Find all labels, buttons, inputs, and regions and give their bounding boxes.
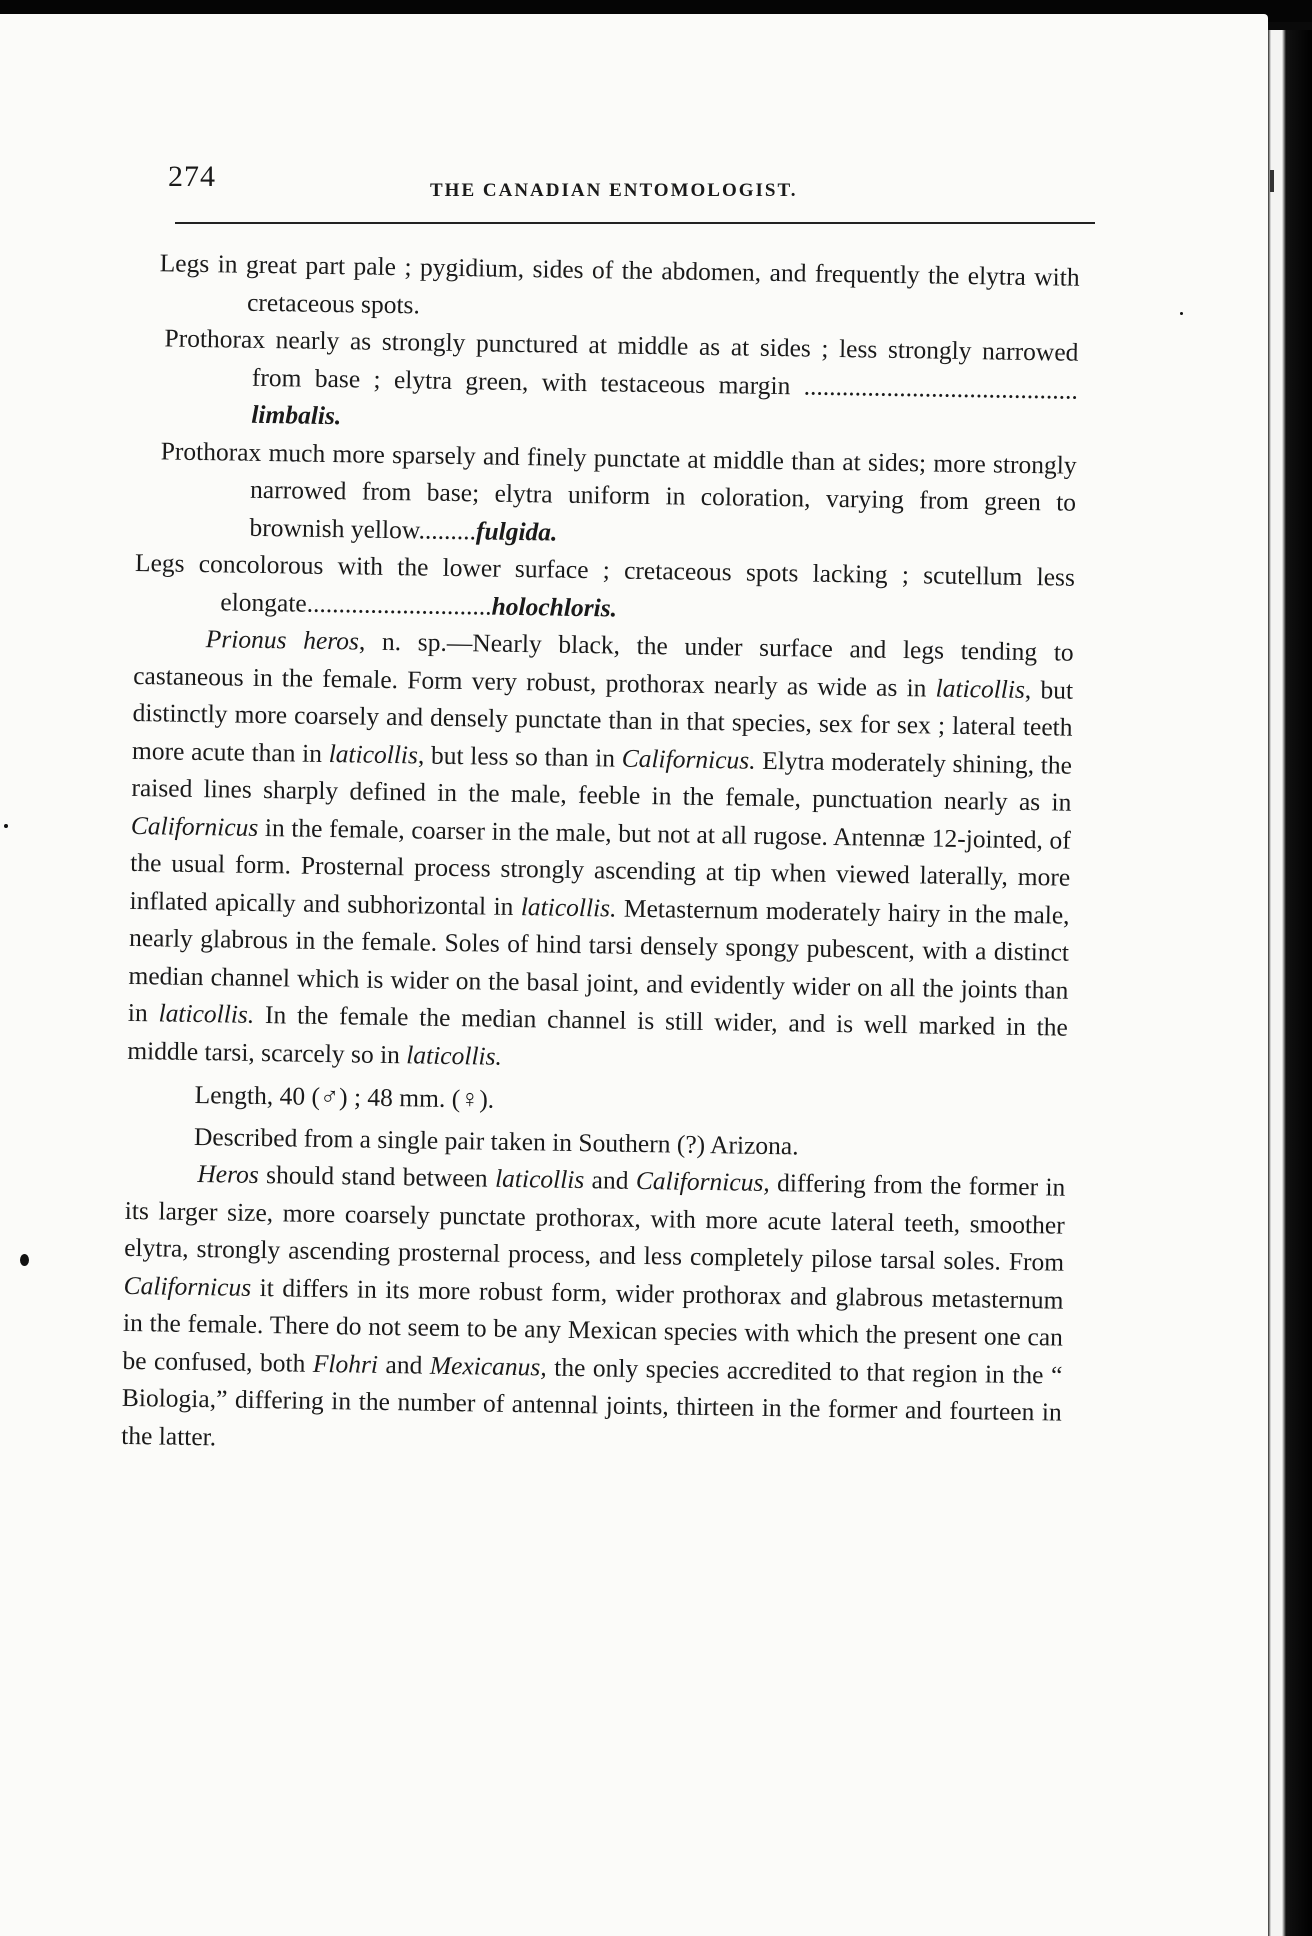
species-holochloris: holochloris.: [491, 591, 618, 623]
key-couplet-2: [137, 319, 1079, 446]
key-couplet-1-line-1: Legs in great part pale ; pygidium, sides of the abdomen, and frequently: [159, 248, 920, 290]
leader-dots: ...........................................: [790, 370, 1079, 405]
key-couplet-1-line-2: the elytra with cretaceous spots.: [246, 260, 1080, 319]
description-text: In the female the median channel is still wider, and is well marked in the middle tarsi, scarcely so in: [127, 999, 1069, 1069]
margin-speck: [1180, 312, 1183, 315]
key-couplet-3-text: Prothorax much more sparsely and finely punctate at middle than at sides; more strongly narrowed from base; elytra uniform in coloration, varying from green to brownish yellow: [160, 435, 1077, 544]
taxon-californicus: Californicus: [130, 810, 259, 842]
page-gutter: [1268, 30, 1312, 1936]
taxon-laticollis: laticollis: [494, 1163, 585, 1195]
taxon-laticollis: laticollis.: [520, 891, 617, 923]
remarks-text: should stand between: [258, 1159, 496, 1193]
page-header: [168, 160, 1088, 210]
remarks-text: it differs in its more robust form, wider prothorax and glabrous metasternum in the female. There do not seem to be any Mexican species with which the present one can be confused, both: [122, 1272, 1064, 1378]
leader-dots: .........: [418, 514, 477, 545]
species-limbalis: limbalis.: [251, 399, 342, 431]
page-edge-mark: [1270, 170, 1274, 192]
description-text: Elytra moderately shining, the raised lines sharply defined in the male, feeble in the female, punctuation nearly as in: [131, 745, 1073, 817]
taxon-californicus: Californicus.: [621, 743, 756, 775]
taxon-mexicanus: Mexicanus,: [429, 1350, 547, 1382]
description-text: , n. sp.—Nearly black, the under surface and legs tending to castaneous in the female. Form very robust, prothorax nearly as wide as in: [133, 626, 1074, 703]
header-rule: [175, 222, 1095, 224]
page-body: [121, 244, 1080, 1469]
taxon-laticollis: laticollis: [935, 673, 1026, 704]
type-locality: Described from a single pair taken in Southern (?) Arizona.: [193, 1121, 799, 1160]
key-couplet-2-text: Prothorax nearly as strongly punctured at middle as at sides ; less strongly narrowed from base ; elytra green, with testaceous margin: [164, 323, 1079, 400]
page-number: 274: [168, 160, 216, 193]
remarks-text: and: [584, 1165, 637, 1195]
description-text: in the female, coarser in the male, but not at all rugose. Antennæ 12-jointed, of the usual form. Prosternal process strongly ascending at tip when viewed laterally, more inflated apically and subhorizontal in: [129, 812, 1071, 921]
margin-speck: [20, 1254, 29, 1266]
species-description: [127, 619, 1074, 1084]
key-couplet-4-text: Legs concolorous with the lower surface ; cretaceous spots lacking ; scutellum less elongate: [134, 547, 1076, 618]
remarks-text: and: [377, 1349, 431, 1380]
taxon-laticollis: laticollis.: [158, 998, 255, 1029]
running-title: THE CANADIAN ENTOMOLOGIST.: [430, 180, 798, 201]
leader-dots: .............................: [306, 588, 492, 621]
taxon-laticollis: laticollis: [328, 738, 419, 769]
description-text: Metasternum moderately hairy in the male, nearly glabrous in the female. Soles of hind tarsi densely spongy pubescent, with a distinct median channel which is wider on the basal joint, and evidently wider on all the joints than in: [127, 893, 1070, 1028]
species-fulgida: fulgida.: [475, 515, 558, 547]
length-measurement: Length, 40 (♂) ; 48 mm. (♀).: [194, 1079, 495, 1114]
margin-speck: [4, 824, 8, 828]
description-text: , but distinctly more coarsely and densely punctate than in that species, sex for sex ; lateral teeth more acute than in: [131, 674, 1074, 768]
remarks-text: the only species accredited to that region in the “ Biologia,” differing in the number of antennal joints, thirteen in the former and fourteen in the latter.: [121, 1352, 1063, 1451]
key-couplet-3: [135, 431, 1077, 558]
taxon-californicus: Californicus,: [635, 1165, 770, 1198]
taxon-flohri: Flohri: [312, 1348, 379, 1379]
remarks-paragraph: [121, 1154, 1066, 1469]
remarks-text: differing from the former in its larger size, more coarsely punctate prothorax, with more acute lateral teeth, smoother elytra, strongly ascending prosternal process, and less completely pilose tarsal soles. From: [124, 1168, 1066, 1277]
taxon-californicus: Californicus: [123, 1270, 252, 1302]
taxon-heros: Heros: [197, 1159, 260, 1189]
taxon-laticollis: laticollis.: [406, 1039, 503, 1071]
description-text: , but less so than in: [417, 739, 622, 773]
species-name-prionus-heros: Prionus heros: [205, 624, 360, 656]
